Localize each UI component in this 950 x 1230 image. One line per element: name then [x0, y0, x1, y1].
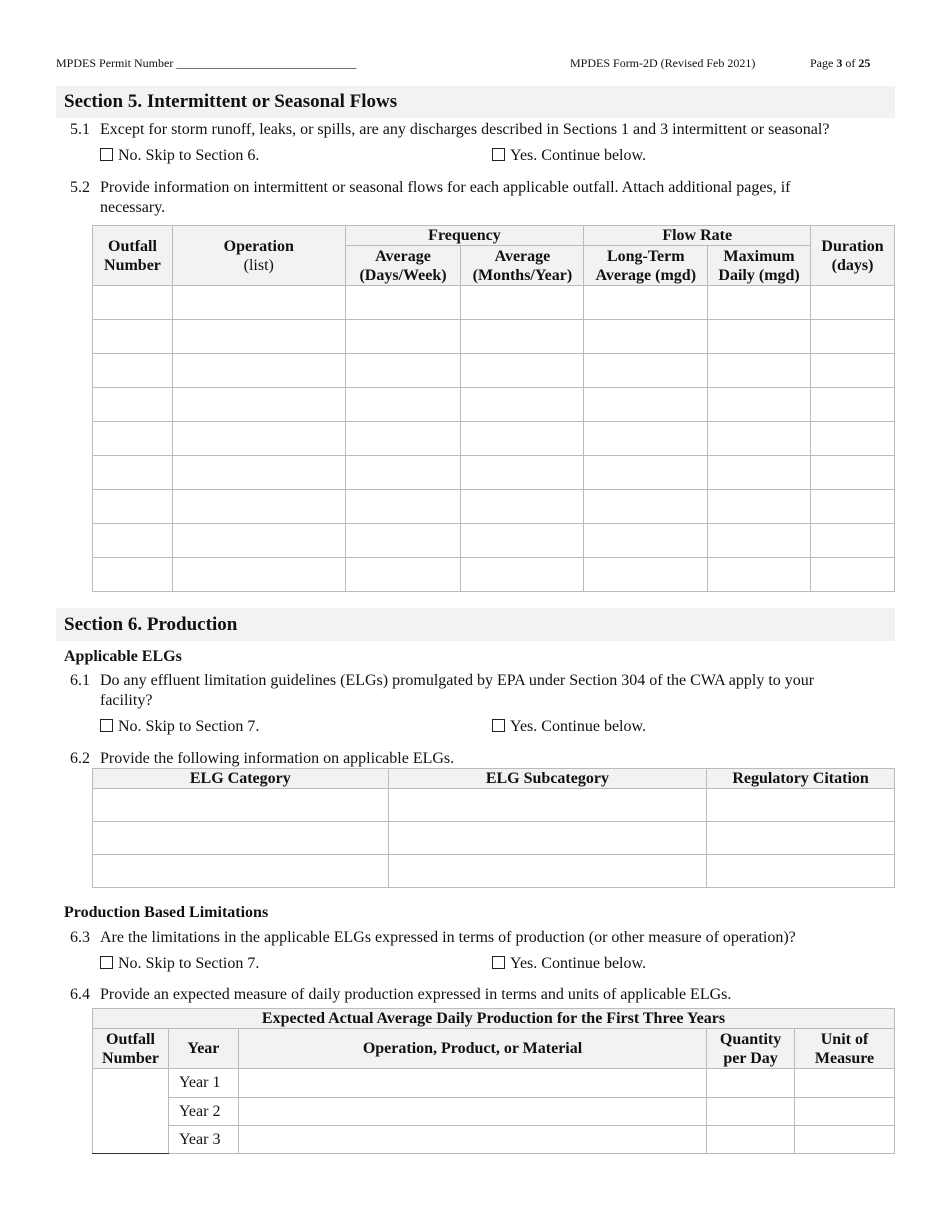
q6-1-no-label: No. Skip to Section 7. — [118, 718, 260, 735]
col-outfall-number: Outfall Number — [93, 1029, 169, 1069]
col-avg-days-week: Average (Days/Week) — [345, 246, 461, 286]
q6-1-number: 6.1 — [70, 672, 90, 689]
col-operation: Operation (list) — [172, 226, 345, 286]
col-elg-category: ELG Category — [93, 769, 389, 789]
section-5-title: Section 5. Intermittent or Seasonal Flows — [56, 86, 895, 118]
table-row[interactable] — [93, 855, 895, 888]
col-frequency: Frequency — [345, 226, 584, 246]
q6-1-text-line2: facility? — [100, 692, 153, 709]
q6-1-yes-option[interactable] — [492, 718, 646, 736]
table-row[interactable] — [93, 524, 895, 558]
production-table-title: Expected Actual Average Daily Production for the First Three Years — [93, 1009, 895, 1029]
q6-4-text: Provide an expected measure of daily production expressed in terms and units of applicable ELGs. — [100, 986, 732, 1003]
col-quantity-per-day: Quantity per Day — [707, 1029, 795, 1069]
q5-1-yes-option[interactable] — [492, 147, 646, 165]
elg-table — [92, 768, 895, 888]
q6-2-text: Provide the following information on applicable ELGs. — [100, 750, 455, 767]
q6-3-yes-label: Yes. Continue below. — [510, 955, 647, 972]
q5-1-no-label: No. Skip to Section 6. — [118, 147, 260, 164]
table-row[interactable] — [93, 490, 895, 524]
q6-1-no-option[interactable] — [100, 718, 259, 736]
q5-2-text-line2: necessary. — [100, 199, 166, 216]
checkbox-icon[interactable] — [492, 956, 505, 969]
intermittent-flows-table — [92, 225, 895, 592]
table-row[interactable] — [93, 320, 895, 354]
q6-2-number: 6.2 — [70, 750, 90, 767]
col-unit-of-measure: Unit of Measure — [795, 1029, 895, 1069]
table-row[interactable] — [93, 1069, 895, 1098]
permit-number-blank: ______________________________ — [176, 56, 357, 70]
permit-number-label: MPDES Permit Number — [56, 56, 174, 70]
col-regulatory-citation: Regulatory Citation — [707, 769, 895, 789]
q6-3-no-option[interactable] — [100, 955, 259, 973]
table-row[interactable] — [93, 789, 895, 822]
q5-1-number: 5.1 — [70, 121, 90, 138]
production-based-limitations-heading: Production Based Limitations — [64, 904, 269, 921]
q5-2-text-line1: Provide information on intermittent or seasonal flows for each applicable outfall. Attach additional pages, if — [100, 179, 791, 196]
table-row[interactable] — [93, 286, 895, 320]
year-3-label: Year 3 — [168, 1126, 238, 1154]
table-row[interactable] — [93, 354, 895, 388]
year-2-label: Year 2 — [168, 1098, 238, 1126]
checkbox-icon[interactable] — [492, 148, 505, 161]
table-row[interactable] — [93, 558, 895, 592]
q6-1-text-line1: Do any effluent limitation guidelines (ELGs) promulgated by EPA under Section 304 of the CWA apply to your — [100, 672, 815, 689]
form-label: MPDES Form-2D (Revised Feb 2021) — [570, 56, 756, 70]
col-max-daily: Maximum Daily (mgd) — [708, 246, 811, 286]
q5-1-no-option[interactable] — [100, 147, 259, 165]
table-row[interactable] — [93, 422, 895, 456]
q5-1-yes-label: Yes. Continue below. — [510, 147, 647, 164]
daily-production-table — [92, 1008, 895, 1154]
page-indicator — [810, 56, 870, 71]
page-of: of — [845, 56, 856, 70]
col-flow-rate: Flow Rate — [584, 226, 811, 246]
table-row[interactable] — [93, 822, 895, 855]
page-prefix: Page — [810, 56, 834, 70]
q6-3-number: 6.3 — [70, 929, 90, 946]
checkbox-icon[interactable] — [100, 148, 113, 161]
page-total: 25 — [858, 56, 871, 70]
q6-1-yes-label: Yes. Continue below. — [510, 718, 647, 735]
col-elg-subcategory: ELG Subcategory — [388, 769, 707, 789]
table-row[interactable] — [93, 1098, 895, 1126]
flows-table-body[interactable] — [93, 286, 895, 592]
col-year: Year — [168, 1029, 238, 1069]
checkbox-icon[interactable] — [100, 956, 113, 969]
q5-1-text: Except for storm runoff, leaks, or spills, are any discharges described in Sections 1 and 3 intermittent or seasonal? — [100, 121, 830, 138]
col-long-term-avg: Long-Term Average (mgd) — [584, 246, 708, 286]
checkbox-icon[interactable] — [100, 719, 113, 732]
table-row[interactable] — [93, 388, 895, 422]
col-avg-months-year: Average (Months/Year) — [461, 246, 584, 286]
section-6-title: Section 6. Production — [56, 608, 895, 641]
permit-number-field — [56, 56, 356, 71]
q6-4-number: 6.4 — [70, 986, 90, 1003]
checkbox-icon[interactable] — [492, 719, 505, 732]
q6-3-text: Are the limitations in the applicable ELGs expressed in terms of production (or other measure of operation)? — [100, 929, 796, 946]
page-number: 3 — [836, 56, 843, 70]
col-operation-product: Operation, Product, or Material — [238, 1029, 706, 1069]
outfall-number-cell[interactable] — [93, 1069, 169, 1154]
q6-3-no-label: No. Skip to Section 7. — [118, 955, 260, 972]
table-row[interactable] — [93, 456, 895, 490]
col-duration: Duration (days) — [811, 226, 895, 286]
applicable-elgs-heading: Applicable ELGs — [64, 648, 182, 665]
table-row[interactable] — [93, 1126, 895, 1154]
year-1-label: Year 1 — [168, 1069, 238, 1098]
q6-3-yes-option[interactable] — [492, 955, 646, 973]
q5-2-number: 5.2 — [70, 179, 90, 196]
col-outfall-number: Outfall Number — [93, 226, 173, 286]
